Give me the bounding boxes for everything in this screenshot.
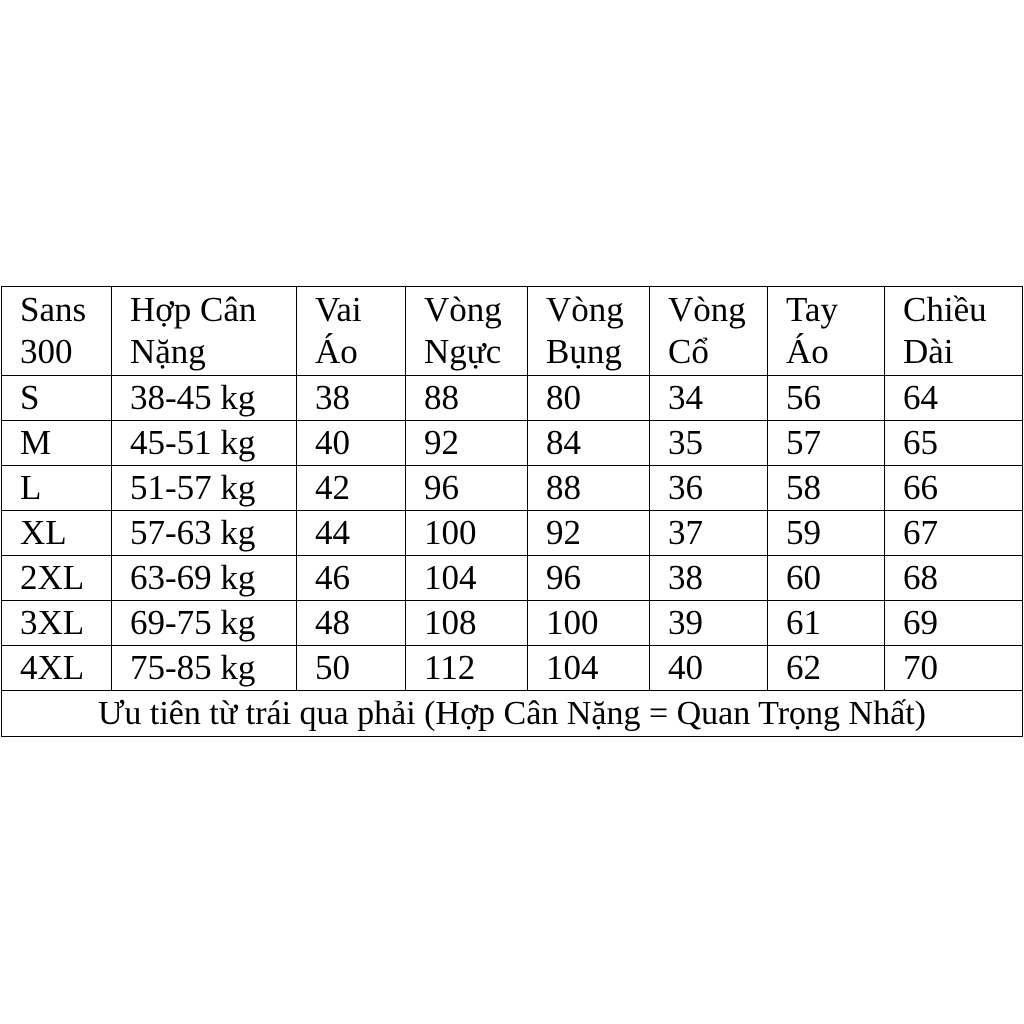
table-cell: 45-51 kg: [112, 421, 297, 466]
table-cell: 59: [768, 511, 885, 556]
table-cell: 65: [885, 421, 1023, 466]
table-row: [2, 646, 1023, 691]
table-cell: 84: [528, 421, 650, 466]
header-cell-sleeve: [768, 287, 885, 376]
table-row: [2, 421, 1023, 466]
table-cell: 100: [406, 511, 528, 556]
table-cell: 36: [650, 466, 768, 511]
table-row: [2, 511, 1023, 556]
header-line-2: Ngực: [424, 332, 502, 371]
header-line-2: Nặng: [130, 332, 206, 371]
header-line-2: Dài: [903, 332, 954, 371]
table-cell: 68: [885, 556, 1023, 601]
header-line-2: Cổ: [668, 332, 709, 371]
header-line-1: Vòng: [424, 290, 502, 329]
table-cell: 104: [528, 646, 650, 691]
table-cell: 34: [650, 376, 768, 421]
table-cell: 46: [297, 556, 406, 601]
table-cell: 38: [297, 376, 406, 421]
table-cell: 37: [650, 511, 768, 556]
table-cell: 92: [406, 421, 528, 466]
table-cell: 96: [406, 466, 528, 511]
table-cell: S: [2, 376, 112, 421]
table-cell: 48: [297, 601, 406, 646]
header-line-1: Hợp Cân: [130, 290, 257, 329]
header-line-2: Bụng: [546, 332, 622, 371]
table-cell: 92: [528, 511, 650, 556]
header-cell-chest: [406, 287, 528, 376]
table-cell: 104: [406, 556, 528, 601]
table-cell: 100: [528, 601, 650, 646]
table-cell: 70: [885, 646, 1023, 691]
table-cell: 80: [528, 376, 650, 421]
table-cell: 38: [650, 556, 768, 601]
header-line-1: Vòng: [546, 290, 624, 329]
table-cell: 40: [297, 421, 406, 466]
header-cell-waist: [528, 287, 650, 376]
table-cell: 69-75 kg: [112, 601, 297, 646]
table-cell: 4XL: [2, 646, 112, 691]
header-cell-weight: [112, 287, 297, 376]
header-line-2: 300: [20, 332, 73, 371]
table-cell: 58: [768, 466, 885, 511]
header-line-1: Tay: [786, 290, 838, 329]
table-cell: 61: [768, 601, 885, 646]
table-cell: 64: [885, 376, 1023, 421]
table-footer-row: [2, 691, 1023, 737]
table-cell: 57: [768, 421, 885, 466]
table-cell: 35: [650, 421, 768, 466]
table-cell: L: [2, 466, 112, 511]
header-line-1: Vòng: [668, 290, 746, 329]
table-cell: 96: [528, 556, 650, 601]
table-cell: 112: [406, 646, 528, 691]
table-cell: 88: [406, 376, 528, 421]
table-cell: 57-63 kg: [112, 511, 297, 556]
table-cell: 62: [768, 646, 885, 691]
table-cell: 39: [650, 601, 768, 646]
table-row: [2, 601, 1023, 646]
header-cell-length: [885, 287, 1023, 376]
table-cell: 3XL: [2, 601, 112, 646]
table-row: [2, 556, 1023, 601]
table-header-row: [2, 287, 1023, 376]
table-cell: 42: [297, 466, 406, 511]
table-cell: 69: [885, 601, 1023, 646]
header-cell-shoulder: [297, 287, 406, 376]
header-cell-neck: [650, 287, 768, 376]
size-chart-table: [1, 286, 1023, 737]
table-cell: XL: [2, 511, 112, 556]
header-line-1: Sans: [20, 290, 87, 329]
table-cell: 44: [297, 511, 406, 556]
header-line-1: Vai: [315, 290, 362, 329]
table-cell: 63-69 kg: [112, 556, 297, 601]
table-cell: 75-85 kg: [112, 646, 297, 691]
table-cell: 50: [297, 646, 406, 691]
footer-note: Ưu tiên từ trái qua phải (Hợp Cân Nặng = Quan Trọng Nhất): [2, 691, 1023, 737]
table-cell: 40: [650, 646, 768, 691]
table-cell: M: [2, 421, 112, 466]
header-line-1: Chiều: [903, 290, 987, 329]
table-cell: 67: [885, 511, 1023, 556]
table-cell: 2XL: [2, 556, 112, 601]
table-cell: 51-57 kg: [112, 466, 297, 511]
table-cell: 108: [406, 601, 528, 646]
table-row: [2, 376, 1023, 421]
header-cell-size: [2, 287, 112, 376]
table-cell: 66: [885, 466, 1023, 511]
table-cell: 60: [768, 556, 885, 601]
table-cell: 56: [768, 376, 885, 421]
header-line-2: Áo: [786, 332, 829, 371]
table-cell: 38-45 kg: [112, 376, 297, 421]
table-cell: 88: [528, 466, 650, 511]
table-row: [2, 466, 1023, 511]
header-line-2: Áo: [315, 332, 358, 371]
